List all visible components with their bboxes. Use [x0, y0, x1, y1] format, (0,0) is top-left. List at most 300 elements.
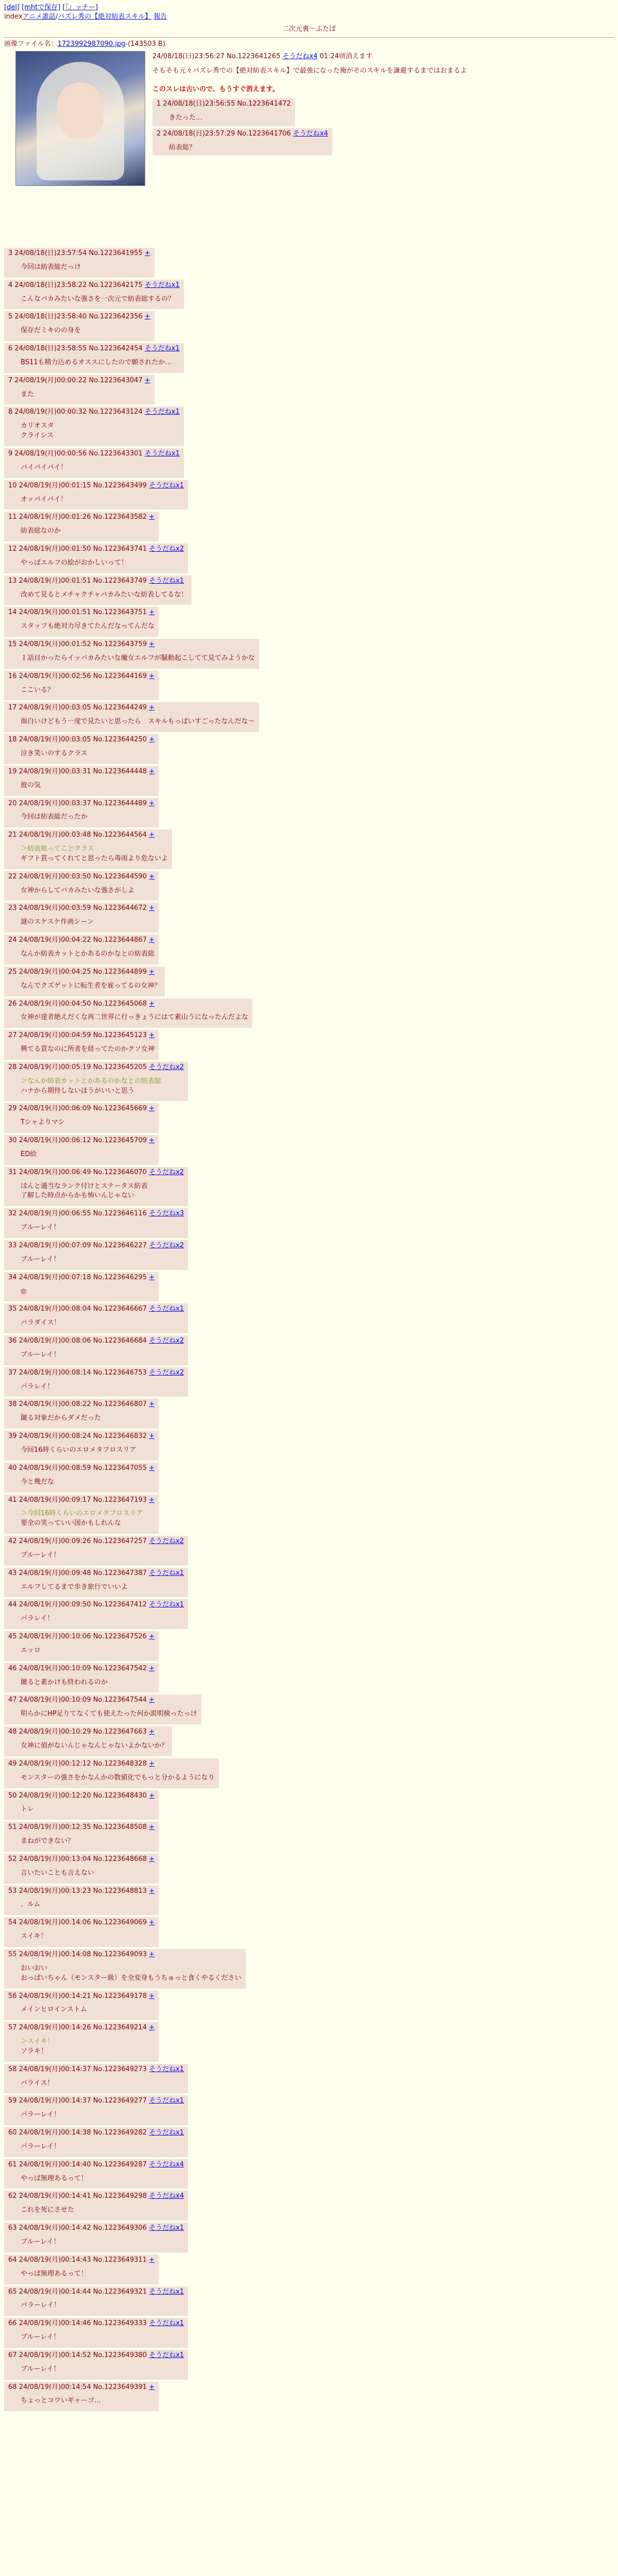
reply-text — [21, 1678, 154, 1688]
reply-row — [4, 1303, 614, 1333]
board-link[interactable]: アニメ誰話 — [22, 13, 56, 21]
reply-sod-link[interactable]: + — [149, 1791, 155, 1800]
reply-row — [4, 1030, 614, 1060]
reply-sod-link[interactable]: + — [149, 1992, 155, 2000]
reply-text — [21, 2142, 184, 2152]
op-thumbnail[interactable] — [15, 51, 145, 186]
reply-sod-link[interactable]: そうだねx1 — [144, 449, 180, 457]
reply-no: No.1223649333 — [93, 2319, 147, 2328]
reply-sod-link[interactable]: そうだねx2 — [149, 1168, 184, 1176]
reply-box — [4, 2382, 159, 2412]
reply-sod-link[interactable]: + — [149, 1855, 155, 1863]
reply-sod-link[interactable]: + — [149, 1464, 155, 1472]
reply-text-line: 蹴ると素かけも終われるのか — [21, 1678, 108, 1686]
reply-num: 48 — [8, 1728, 17, 1736]
reply-header — [8, 408, 180, 417]
reply-sod-link[interactable]: + — [149, 1664, 155, 1672]
reply-header — [8, 1664, 154, 1674]
reply-sod-link[interactable]: + — [149, 872, 155, 880]
reply-no: No.1223646116 — [93, 1210, 147, 1218]
reply-text-line: パラーレイ！ — [21, 2111, 61, 2119]
reply-no: No.1223647055 — [93, 1464, 147, 1472]
reply-sod-link[interactable]: + — [149, 1696, 155, 1704]
reply-row — [4, 575, 614, 605]
reply-sod-link[interactable]: + — [149, 1432, 155, 1440]
reply-num: 46 — [8, 1664, 17, 1672]
reply-text — [21, 2174, 184, 2184]
reply-text-line: カリオスタ — [21, 422, 54, 430]
reply-sod-link[interactable]: + — [149, 1031, 155, 1040]
reply-text-line: パラレイ！ — [21, 1382, 54, 1391]
reply-no: No.1223645669 — [93, 1105, 147, 1113]
reply-row — [4, 766, 614, 796]
reply-row — [4, 1463, 614, 1493]
reply-text-line: おっぱいちゃん（モンスター級）を全変身もうちゅっと食くやるください — [21, 1974, 242, 1982]
reply-no: No.1223646684 — [93, 1337, 147, 1345]
reply-date: 24/08/19(月)00:13:04 — [19, 1855, 91, 1863]
reply-header — [8, 513, 154, 522]
reply-header — [8, 2351, 184, 2361]
reply-no: No.1223647663 — [93, 1728, 147, 1736]
reply-sod-link[interactable]: + — [149, 831, 155, 839]
reply-row — [4, 935, 614, 964]
reply-sod-link[interactable]: + — [149, 904, 155, 912]
inner-reply-sod-label: そうだね — [293, 129, 320, 138]
reply-text-line: 今回は紡表総だったか — [21, 813, 88, 821]
inner-reply-no: No.1223641706 — [237, 129, 291, 138]
reply-sod-link[interactable]: + — [144, 249, 150, 257]
reply-row — [4, 1399, 614, 1429]
reply-num: 24 — [8, 936, 17, 944]
reply-date: 24/08/19(月)00:10:09 — [19, 1664, 91, 1672]
reply-sod-link[interactable]: + — [149, 1137, 155, 1145]
op-sod-label: そうだね — [282, 53, 310, 60]
reply-text — [21, 1045, 154, 1055]
reply-sod-link[interactable]: + — [149, 640, 155, 649]
reply-sod-link[interactable]: + — [149, 1919, 155, 1927]
reply-header — [8, 799, 154, 809]
reply-sod-link[interactable]: そうだねx2 — [149, 1537, 184, 1546]
reply-date: 24/08/19(月)00:04:25 — [19, 968, 91, 976]
reply-date: 24/08/19(月)00:10:06 — [19, 1633, 91, 1641]
reply-header — [8, 1336, 184, 1346]
reply-box — [4, 1631, 159, 1661]
reply-header — [8, 312, 150, 322]
reply-num: 38 — [8, 1400, 17, 1409]
reply-sod-link[interactable]: + — [149, 1400, 155, 1409]
reply-no: No.1223646832 — [93, 1432, 147, 1440]
reply-num: 58 — [8, 2065, 17, 2073]
reply-text — [21, 1255, 184, 1265]
reply-header — [8, 2319, 184, 2329]
reply-row — [4, 2022, 614, 2062]
reply-box — [4, 967, 165, 996]
reply-box — [4, 1463, 159, 1493]
reply-date: 24/08/19(月)00:14:52 — [19, 2351, 91, 2359]
reply-box — [4, 903, 159, 933]
reply-header — [8, 1496, 154, 1505]
reply-text — [21, 527, 154, 536]
reply-header — [8, 545, 184, 554]
reply-num: 47 — [8, 1696, 17, 1704]
reply-row — [4, 248, 614, 278]
reply-date: 24/08/19(月)00:08:22 — [19, 1400, 91, 1409]
reply-sod-link[interactable]: + — [149, 2256, 155, 2264]
reply-sod-link[interactable]: そうだねx1 — [149, 481, 184, 489]
file-link[interactable]: 1723992987090.jpg — [57, 40, 126, 48]
reply-text-line: 女神からしてバカみたいな強さがしよ — [21, 886, 135, 894]
reply-header — [8, 1031, 154, 1041]
reply-date: 24/08/19(月)00:14:08 — [19, 1950, 91, 1958]
save-mht-link[interactable]: [mhtで保存] — [22, 4, 61, 11]
reply-header — [8, 281, 180, 291]
reply-date: 24/08/19(月)00:14:43 — [19, 2256, 91, 2264]
inner-reply-sod[interactable] — [293, 130, 328, 138]
op-sod-count: x4 — [309, 53, 318, 60]
reply-box — [4, 1367, 188, 1397]
reply-box — [4, 1272, 159, 1302]
reply-sod-link[interactable]: + — [149, 767, 155, 775]
reply-text-line: ブルーレイ！ — [21, 2333, 60, 2342]
reply-no: No.1223647412 — [93, 1601, 147, 1609]
reply-text — [21, 1013, 248, 1023]
reply-text-line: エッロ — [21, 1646, 41, 1654]
reply-sod-link[interactable]: そうだねx4 — [149, 2160, 184, 2168]
reply-text — [21, 717, 255, 727]
reply-sod-link[interactable]: そうだねx1 — [149, 2351, 184, 2359]
reply-sod-link[interactable]: そうだねx4 — [149, 2192, 184, 2200]
reply-no: No.1223642175 — [89, 281, 143, 289]
reply-header — [8, 1537, 184, 1547]
reply-header — [8, 608, 154, 618]
reply-no: No.1223643301 — [89, 449, 143, 457]
reply-no: No.1223644489 — [93, 799, 147, 807]
reply-row — [4, 998, 614, 1028]
thread-link[interactable]: バズレ秀の【絶対紡表スキル】 — [58, 13, 152, 21]
reply-text — [21, 1614, 184, 1624]
reply-num: 28 — [8, 1063, 17, 1071]
reply-box — [4, 2095, 188, 2125]
reply-sod-link[interactable]: そうだねx2 — [149, 1337, 184, 1345]
reply-header — [8, 481, 184, 491]
reply-num: 10 — [8, 481, 17, 489]
reply-header — [8, 1464, 154, 1473]
reply-text — [21, 2396, 154, 2406]
reply-no: No.1223643047 — [89, 376, 143, 384]
reply-no: No.1223644169 — [93, 672, 147, 680]
inner-reply-sod-count: x4 — [319, 129, 328, 138]
reply-sod-link[interactable]: + — [149, 608, 155, 617]
reply-num: 63 — [8, 2224, 17, 2232]
reply-no: No.1223644249 — [93, 704, 147, 712]
reply-num: 22 — [8, 872, 17, 880]
reply-text-line: ブルーレイ！ — [21, 1350, 60, 1359]
reply-text — [21, 358, 180, 368]
reply-date: 24/08/19(月)00:09:26 — [19, 1537, 91, 1546]
reply-header — [8, 2287, 184, 2297]
reply-sod-link[interactable]: + — [149, 1728, 155, 1736]
reply-date: 24/08/19(月)00:09:50 — [19, 1601, 91, 1609]
reply-row — [4, 1599, 614, 1629]
reply-header — [8, 1104, 154, 1114]
index-breadcrumb — [4, 12, 614, 22]
reply-row — [4, 829, 614, 869]
reply-text — [21, 886, 154, 896]
reply-sod-link[interactable]: + — [149, 1105, 155, 1113]
reply-sod-link[interactable]: + — [149, 2383, 155, 2391]
reply-sod-link[interactable]: + — [149, 1496, 155, 1504]
reply-text — [21, 1182, 184, 1201]
reply-no: No.1223645068 — [93, 999, 147, 1008]
reply-sod-link[interactable]: + — [149, 1887, 155, 1895]
reply-date: 24/08/19(月)00:14:54 — [19, 2383, 91, 2391]
reply-sod-link[interactable]: + — [149, 936, 155, 944]
reply-num: 50 — [8, 1791, 17, 1800]
reply-box — [4, 1726, 172, 1756]
reply-sod-link[interactable]: そうだねx1 — [149, 2097, 184, 2105]
reply-text-line: 女神が達者絶えだくな再二世界に行っきょうにはて素山うになったんだよな — [21, 1013, 249, 1022]
reply-text-line: エルフしてるまで歩き旅行でいいよ — [21, 1583, 128, 1591]
reply-sod-link[interactable]: そうだねx1 — [149, 2065, 184, 2073]
file-size: -(143503 B) — [125, 40, 166, 48]
reply-box — [4, 1399, 159, 1429]
reply-box — [4, 1758, 219, 1788]
reply-date: 24/08/19(月)00:14:37 — [19, 2065, 91, 2073]
reply-no: No.1223641955 — [89, 249, 143, 257]
reply-num: 26 — [8, 999, 17, 1008]
reply-row — [4, 1991, 614, 2021]
reply-text — [21, 749, 154, 759]
op-post — [0, 38, 618, 248]
reply-no: No.1223649282 — [93, 2129, 147, 2137]
reply-sod-link[interactable]: そうだねx2 — [149, 1242, 184, 1249]
reply-date: 24/08/19(月)00:04:50 — [19, 999, 91, 1008]
reply-sod-link[interactable]: + — [149, 704, 155, 712]
reply-num: 31 — [8, 1168, 17, 1176]
file-label: 画像ファイル名： — [4, 40, 58, 48]
reply-row — [4, 1631, 614, 1661]
reply-no: No.1223646667 — [93, 1305, 147, 1313]
reply-sod-link[interactable]: + — [149, 999, 155, 1008]
reply-num: 67 — [8, 2351, 17, 2359]
reply-text-line: まねができない？ — [21, 1837, 75, 1845]
reply-header — [8, 2160, 184, 2170]
reply-text — [21, 1900, 154, 1910]
reply-text-line: ちょっとコワいギャーゴ… — [21, 2397, 101, 2405]
reply-text-line: また — [21, 390, 35, 398]
reply-sod-link[interactable]: そうだねx1 — [144, 345, 180, 353]
reply-text — [21, 326, 150, 336]
reply-sod-link[interactable]: そうだねx1 — [149, 2287, 184, 2296]
reply-num: 16 — [8, 672, 17, 680]
reply-date: 24/08/19(月)00:14:41 — [19, 2192, 91, 2200]
reply-box — [4, 1208, 188, 1238]
reply-box — [4, 1694, 201, 1724]
reply-sod-link[interactable]: + — [149, 672, 155, 680]
reply-date: 24/08/19(月)00:07:09 — [19, 1242, 91, 1249]
reply-sod-link[interactable]: + — [149, 736, 155, 744]
reply-text — [21, 918, 154, 927]
reply-text — [21, 1741, 168, 1751]
reply-sod-link[interactable]: そうだねx2 — [149, 545, 184, 553]
index-sep: / — [55, 13, 58, 21]
reply-header — [8, 1950, 242, 1960]
reply-header — [8, 1400, 154, 1410]
reply-header — [8, 1569, 184, 1579]
reply-no: No.1223643124 — [89, 408, 143, 416]
reply-box — [4, 1135, 159, 1165]
reply-header — [8, 2256, 154, 2265]
reply-sod-link[interactable]: そうだねx1 — [149, 1305, 184, 1313]
reply-text — [21, 2269, 154, 2279]
reply-sod-link[interactable]: そうだねx1 — [144, 408, 180, 416]
reply-date: 24/08/19(月)00:07:18 — [19, 1273, 91, 1281]
reply-box — [4, 448, 184, 478]
reply-text-line: 女神に偵がないんじゃなんじゃないよかないか？ — [21, 1742, 168, 1750]
reply-row — [4, 967, 614, 996]
reply-sod-link[interactable]: + — [149, 513, 155, 521]
reply-sod-link[interactable]: + — [149, 1823, 155, 1832]
reply-text-line: 面白いけどもう一度で見たいと思ったら スキルもっぱいすごったなんだな〜 — [21, 718, 255, 726]
reply-sod-link[interactable]: そうだねx2 — [149, 1063, 184, 1071]
reply-text-line: パラーレイ！ — [21, 2301, 61, 2310]
reply-sod-link[interactable]: + — [144, 313, 150, 321]
reply-text-line: 紡表総なのか — [21, 527, 61, 535]
reply-num: 14 — [8, 608, 17, 617]
reply-text-line: ブルーレイ！ — [21, 2238, 60, 2246]
reply-num: 43 — [8, 1569, 17, 1577]
reply-text — [21, 2037, 154, 2057]
reply-text — [21, 1350, 184, 1360]
reply-num: 39 — [8, 1432, 17, 1440]
reply-text-line: これを死にさせた — [21, 2206, 75, 2214]
reply-box — [4, 639, 259, 669]
reply-sod-link[interactable]: + — [149, 799, 155, 807]
reply-quote: ＞今回16時くらいのエロメタフロスリア — [21, 1510, 143, 1518]
reply-row — [4, 512, 614, 541]
reply-sod-link[interactable]: そうだねx3 — [149, 1210, 184, 1218]
reply-sod-link[interactable]: そうだねx1 — [149, 2129, 184, 2137]
reply-text-line: パラダイス！ — [21, 1319, 61, 1327]
reply-num: 55 — [8, 1950, 17, 1958]
op-text — [152, 66, 606, 94]
bracket-link[interactable]: [『』ッチー] — [62, 4, 98, 11]
reply-text-line: 改めて見るとメチャクチャバカみたいな紡表してるな！ — [21, 590, 188, 599]
op-sod-link[interactable] — [283, 53, 318, 60]
reply-row — [4, 2350, 614, 2380]
reply-sod-link[interactable]: そうだねx1 — [144, 281, 180, 289]
reply-text — [21, 590, 187, 600]
reply-row — [4, 544, 614, 573]
reply-date: 24/08/19(月)00:04:59 — [19, 1031, 91, 1040]
report-link[interactable]: 報告 — [153, 13, 167, 21]
reply-sod-link[interactable]: そうだねx1 — [149, 577, 184, 585]
reply-text-line: ギフト買ってくれてと思ったら毒雨より危ないよ — [21, 854, 168, 862]
reply-no: No.1223644448 — [93, 767, 147, 775]
reply-text-line: 彼の気 — [21, 781, 41, 789]
reply-sod-link[interactable]: そうだねx1 — [149, 2319, 184, 2328]
reply-header — [8, 577, 187, 586]
reply-box — [4, 871, 159, 901]
reply-header — [8, 672, 154, 682]
reply-row — [4, 448, 614, 478]
reply-sod-link[interactable]: + — [144, 376, 150, 384]
reply-sod-link[interactable]: + — [149, 968, 155, 976]
reply-text-line: トレ — [21, 1805, 35, 1814]
op-expire-warning: このスレは古いので、もうすぐ消えます。 — [152, 86, 279, 93]
reply-sod-link[interactable]: そうだねx1 — [149, 1569, 184, 1577]
reply-sod-link[interactable]: + — [149, 1273, 155, 1281]
reply-box — [4, 1103, 159, 1133]
reply-text-line: やっぱエルフの絵がおかしいって！ — [21, 558, 128, 567]
reply-row — [4, 1135, 614, 1165]
reply-box — [4, 798, 159, 828]
reply-sod-link[interactable]: そうだねx1 — [149, 1601, 184, 1609]
reply-row — [4, 2159, 614, 2189]
reply-box — [4, 544, 188, 573]
inner-reply-num: 2 — [157, 129, 161, 138]
reply-row — [4, 406, 614, 446]
reply-sod-link[interactable]: そうだねx2 — [149, 1368, 184, 1377]
reply-date: 24/08/19(月)00:12:20 — [19, 1791, 91, 1800]
op-no: No.1223641265 — [227, 53, 281, 60]
reply-date: 24/08/19(月)00:03:37 — [19, 799, 91, 807]
reply-header — [8, 2383, 154, 2393]
op-text-line: そもそも元々バズレ秀での【絶対紡表スキル】で最強になった俺がそのスキルを謙避するまではおまるよ — [152, 67, 467, 75]
del-link[interactable]: [del] — [4, 4, 20, 11]
reply-num: 17 — [8, 704, 17, 712]
inner-reply-no: No.1223641472 — [237, 100, 291, 108]
reply-text-line: パラーレイ！ — [21, 2142, 61, 2150]
reply-no: No.1223643751 — [93, 608, 147, 617]
reply-text — [21, 1932, 154, 1942]
reply-box — [4, 311, 154, 341]
reply-text-line: 謎のスケスケ作画シーン — [21, 918, 94, 926]
reply-no: No.1223644867 — [93, 936, 147, 944]
reply-date: 24/08/19(月)00:06:55 — [19, 1210, 91, 1218]
reply-header — [8, 1168, 184, 1178]
reply-text-line: ブルーレイ！ — [21, 1224, 60, 1232]
reply-sod-link[interactable]: + — [149, 1950, 155, 1958]
reply-num: 66 — [8, 2319, 17, 2328]
reply-text-line: ソラキ！ — [21, 2047, 48, 2055]
reply-no: No.1223649321 — [93, 2287, 147, 2296]
reply-date: 24/08/19(月)00:14:21 — [19, 1992, 91, 2000]
reply-sod-link[interactable]: + — [149, 2024, 155, 2032]
reply-header — [8, 1727, 168, 1737]
reply-sod-link[interactable]: そうだねx1 — [149, 2224, 184, 2232]
reply-text — [21, 1414, 154, 1423]
reply-box — [4, 2286, 188, 2316]
reply-sod-link[interactable]: + — [149, 1759, 155, 1768]
reply-no: No.1223646070 — [93, 1168, 147, 1176]
reply-no: No.1223649287 — [93, 2160, 147, 2168]
reply-box — [4, 671, 159, 701]
reply-text — [21, 495, 184, 505]
reply-sod-link[interactable]: + — [149, 1633, 155, 1641]
reply-num: 36 — [8, 1337, 17, 1345]
reply-num: 29 — [8, 1105, 17, 1113]
reply-text — [21, 1446, 154, 1455]
reply-date: 24/08/19(月)00:14:06 — [19, 1919, 91, 1927]
reply-num: 4 — [8, 281, 13, 289]
reply-box — [4, 766, 159, 796]
reply-box — [4, 2064, 188, 2094]
reply-text-line: 今回は紡表総だっけ — [21, 263, 81, 271]
reply-header — [8, 2096, 184, 2106]
reply-header — [8, 640, 255, 650]
reply-no: No.1223643582 — [93, 513, 147, 521]
